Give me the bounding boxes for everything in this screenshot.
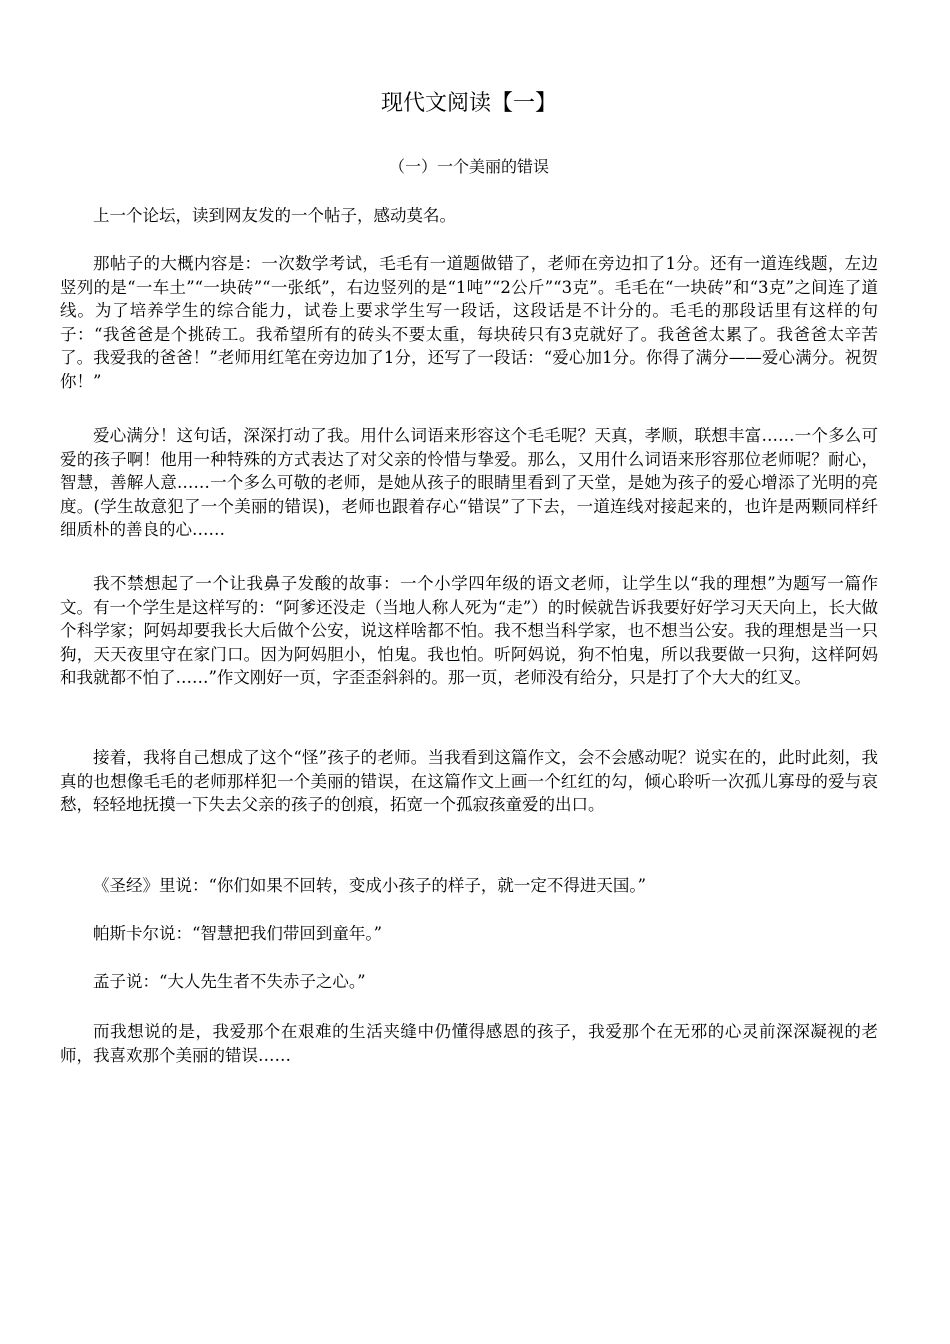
paragraph-7: 帕斯卡尔说：“智慧把我们带回到童年。”: [93, 924, 383, 943]
paragraph-8: 孟子说：“大人先生者不失赤子之心。”: [93, 972, 366, 991]
paragraph-6: 《圣经》里说：“你们如果不回转，变成小孩子的样子，就一定不得进天国。”: [93, 876, 647, 895]
paragraph-1: 上一个论坛，读到网友发的一个帖子，感动莫名。: [93, 206, 456, 225]
article-title: （一）一个美丽的错误: [388, 157, 549, 176]
paragraph-2: 那帖子的大概内容是：一次数学考试，毛毛有一道题做错了，老师在旁边扣了1分。还有一道连线题，左边竖列的是“一车土”“一块砖”“一张纸”，右边竖列的是“1吨”“2公斤”“3克”。毛毛在“一块砖”和“3克”之间连了道线。为了培养学生的综合能力，试卷上要求学生写一段话，这段话是不计分的。毛毛的那段话里有这样的句子：“我爸爸是个挑砖工。我希望所有的砖头不要太重，每块砖只有3克就好了。我爸爸太累了。我爸爸太辛苦了。我爱我的爸爸！”老师用红笔在旁边加了1分，还写了一段话：“爱心加1分。你得了满分——爱心满分。祝贺你！”: [60, 254, 878, 391]
paragraph-5: 接着，我将自己想成了这个“怪”孩子的老师。当我看到这篇作文，会不会感动呢？说实在的，此时此刻，我真的也想像毛毛的老师那样犯一个美丽的错误，在这篇作文上画一个红红的勾，倾心聆听一次孤儿寡母的爱与哀愁，轻轻地抚摸一下失去父亲的孩子的创痕，拓宽一个孤寂孩童爱的出口。: [60, 748, 878, 814]
paragraph-4: 我不禁想起了一个让我鼻子发酸的故事：一个小学四年级的语文老师，让学生以“我的理想”为题写一篇作文。有一个学生是这样写的：“阿爹还没走（当地人称人死为“走”）的时候就告诉我要好好学习天天向上，长大做个科学家；阿妈却要我长大后做个公安，说这样啥都不怕。我不想当科学家，也不想当公安。我的理想是当一只狗，天天夜里守在家门口。因为阿妈胆小，怕鬼。我也怕。听阿妈说，狗不怕鬼，所以我要做一只狗，这样阿妈和我就都不怕了……”作文刚好一页，字歪歪斜斜的。那一页，老师没有给分，只是打了个大大的红叉。: [60, 574, 878, 687]
paragraph-9: 而我想说的是，我爱那个在艰难的生活夹缝中仍懂得感恩的孩子，我爱那个在无邪的心灵前深深凝视的老师，我喜欢那个美丽的错误……: [60, 1022, 878, 1065]
document-title: 现代文阅读【一】: [380, 91, 557, 116]
paragraph-3: 爱心满分！这句话，深深打动了我。用什么词语来形容这个毛毛呢？天真，孝顺，联想丰富……一个多么可爱的孩子啊！他用一种特殊的方式表达了对父亲的怜惜与挚爱。那么，又用什么词语来形容那位老师呢？耐心，智慧，善解人意……一个多么可敬的老师，是她从孩子的眼睛里看到了天堂，是她为孩子的爱心增添了光明的亮度。(学生故意犯了一个美丽的错误)，老师也跟着存心“错误”了下去，一道连线对接起来的，也许是两颗同样纤细质朴的善良的心……: [60, 426, 878, 539]
